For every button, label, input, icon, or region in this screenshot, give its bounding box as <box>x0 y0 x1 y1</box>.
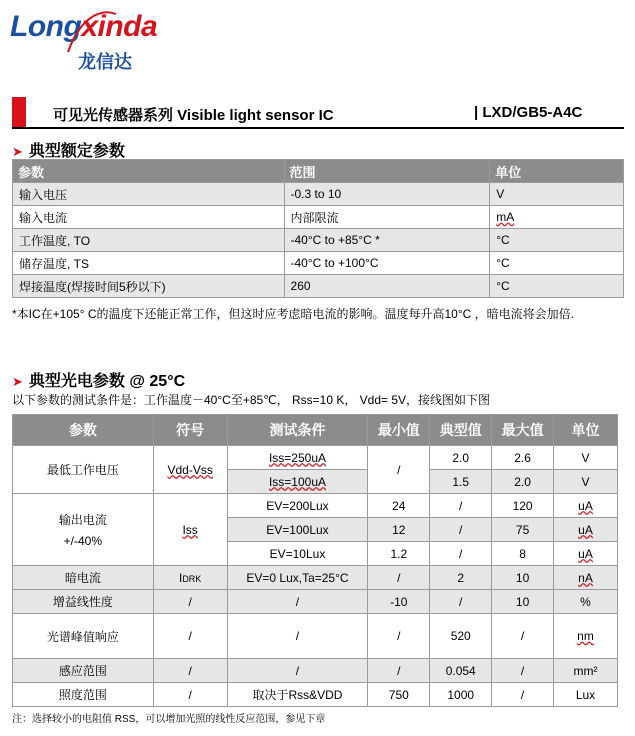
document-header <box>12 97 624 129</box>
logo-wordmark: Longxinda <box>10 10 158 43</box>
cell-min: 12 <box>368 518 430 542</box>
cell-cond: Iss=100uA <box>227 470 368 494</box>
cell-min: 750 <box>368 683 430 707</box>
cell-typ: 1000 <box>430 683 492 707</box>
cell-max: 2.6 <box>492 446 554 470</box>
cell-cond: 取决于Rss&VDD <box>227 683 368 707</box>
cell-param: 感应范围 <box>13 659 154 683</box>
cell-unit: nm <box>554 614 618 659</box>
cell-param: 工作温度, TO <box>13 229 285 252</box>
cell-unit: °C <box>490 275 624 298</box>
col-header: 范围 <box>284 160 490 183</box>
rated-section-title: ➤ 典型额定参数 <box>12 143 125 160</box>
table-row <box>13 229 624 252</box>
cell-symbol: / <box>153 590 227 614</box>
cell-range: -40°C to +100°C <box>284 252 490 275</box>
cell-param: 光谱峰值响应 <box>13 614 154 659</box>
cell-symbol: Vdd-Vss <box>153 446 227 494</box>
cell-max: 2.0 <box>492 470 554 494</box>
col-header: 单位 <box>554 415 618 446</box>
cell-min: / <box>368 659 430 683</box>
photo-params-table <box>12 414 618 707</box>
cell-symbol: IDRK <box>153 566 227 590</box>
cell-range: -40°C to +85°C * <box>284 229 490 252</box>
cell-typ: 520 <box>430 614 492 659</box>
photo-section-title: ➤ 典型光电参数 @ 25°C <box>12 373 186 390</box>
cell-unit: °C <box>490 252 624 275</box>
cell-param: 暗电流 <box>13 566 154 590</box>
footer-note: 注：选择较小的电阻值 RSS，可以增加光照的线性反应范围，参见下章 <box>12 714 326 725</box>
table-row <box>13 446 618 470</box>
col-header: 单位 <box>490 160 624 183</box>
cell-param: 增益线性度 <box>13 590 154 614</box>
table-row <box>13 566 618 590</box>
cell-typ: 0.054 <box>430 659 492 683</box>
rated-footnote: *本IC在+105° C的温度下还能正常工作，但这时应考虑暗电流的影响。温度每升高10°C ，暗电流将会加倍. <box>12 307 574 321</box>
cell-typ: 2.0 <box>430 446 492 470</box>
cell-unit: nA <box>554 566 618 590</box>
logo-chinese-name: 龙信达 <box>78 52 132 73</box>
cell-unit: uA <box>554 518 618 542</box>
cell-typ: / <box>430 494 492 518</box>
cell-range: -0.3 to 10 <box>284 183 490 206</box>
header-model: | LXD/GB5-A4C <box>474 104 583 121</box>
cell-range: 内部限流 <box>284 206 490 229</box>
col-header: 参数 <box>13 415 154 446</box>
table-row <box>13 252 624 275</box>
cell-max: 8 <box>492 542 554 566</box>
cell-param: 输入电压 <box>13 183 285 206</box>
cell-max: 10 <box>492 566 554 590</box>
cell-unit: °C <box>490 229 624 252</box>
test-conditions: 以下参数的测试条件是：工作温度－40°C至+85℃， Rss=10 K， Vdd= 5V，接线图如下图 <box>12 393 491 407</box>
cell-min: 24 <box>368 494 430 518</box>
cell-param: 储存温度, TS <box>13 252 285 275</box>
cell-range: 260 <box>284 275 490 298</box>
cell-param: 焊接温度(焊接时间5秒以下) <box>13 275 285 298</box>
table-header-row <box>13 160 624 183</box>
cell-unit: V <box>554 446 618 470</box>
cell-symbol: / <box>153 683 227 707</box>
col-header: 参数 <box>13 160 285 183</box>
cell-max: 120 <box>492 494 554 518</box>
cell-symbol: / <box>153 659 227 683</box>
cell-cond: / <box>227 614 368 659</box>
cell-max: / <box>492 614 554 659</box>
company-logo <box>10 8 158 74</box>
cell-min: / <box>368 566 430 590</box>
table-header-row <box>13 415 618 446</box>
cell-param: 输出电流 +/-40% <box>13 494 154 566</box>
cell-unit: V <box>490 183 624 206</box>
table-row <box>13 206 624 229</box>
table-row <box>13 183 624 206</box>
cell-unit: % <box>554 590 618 614</box>
cell-symbol: / <box>153 614 227 659</box>
cell-cond: EV=200Lux <box>227 494 368 518</box>
cell-min: -10 <box>368 590 430 614</box>
cell-typ: 1.5 <box>430 470 492 494</box>
cell-unit: uA <box>554 494 618 518</box>
cell-param: 输入电流 <box>13 206 285 229</box>
section-arrow-icon: ➤ <box>12 144 23 159</box>
table-row <box>13 275 624 298</box>
cell-symbol: Iss <box>153 494 227 566</box>
col-header: 最大值 <box>492 415 554 446</box>
header-accent-bar <box>12 97 26 127</box>
cell-unit: uA <box>554 542 618 566</box>
cell-param: 最低工作电压 <box>13 446 154 494</box>
col-header: 符号 <box>153 415 227 446</box>
col-header: 典型值 <box>430 415 492 446</box>
cell-param: 照度范围 <box>13 683 154 707</box>
cell-cond: / <box>227 659 368 683</box>
cell-typ: / <box>430 542 492 566</box>
cell-max: 75 <box>492 518 554 542</box>
cell-cond: Iss=250uA <box>227 446 368 470</box>
cell-unit: mA <box>490 206 624 229</box>
header-title: 可见光传感器系列 Visible light sensor IC <box>53 107 334 124</box>
cell-min: / <box>368 614 430 659</box>
cell-max: / <box>492 683 554 707</box>
cell-unit: Lux <box>554 683 618 707</box>
col-header: 最小值 <box>368 415 430 446</box>
table-row <box>13 683 618 707</box>
cell-unit: V <box>554 470 618 494</box>
col-header: 测试条件 <box>227 415 368 446</box>
cell-typ: / <box>430 518 492 542</box>
cell-min: 1.2 <box>368 542 430 566</box>
cell-max: 10 <box>492 590 554 614</box>
cell-typ: 2 <box>430 566 492 590</box>
cell-cond: EV=0 Lux,Ta=25°C <box>227 566 368 590</box>
cell-typ: / <box>430 590 492 614</box>
cell-cond: / <box>227 590 368 614</box>
cell-unit: mm² <box>554 659 618 683</box>
cell-cond: EV=10Lux <box>227 542 368 566</box>
cell-max: / <box>492 659 554 683</box>
rated-params-table <box>12 159 624 298</box>
cell-cond: EV=100Lux <box>227 518 368 542</box>
table-row <box>13 659 618 683</box>
cell-min: / <box>368 446 430 494</box>
table-row <box>13 494 618 518</box>
section-arrow-icon: ➤ <box>12 374 23 389</box>
table-row <box>13 590 618 614</box>
table-row <box>13 614 618 659</box>
